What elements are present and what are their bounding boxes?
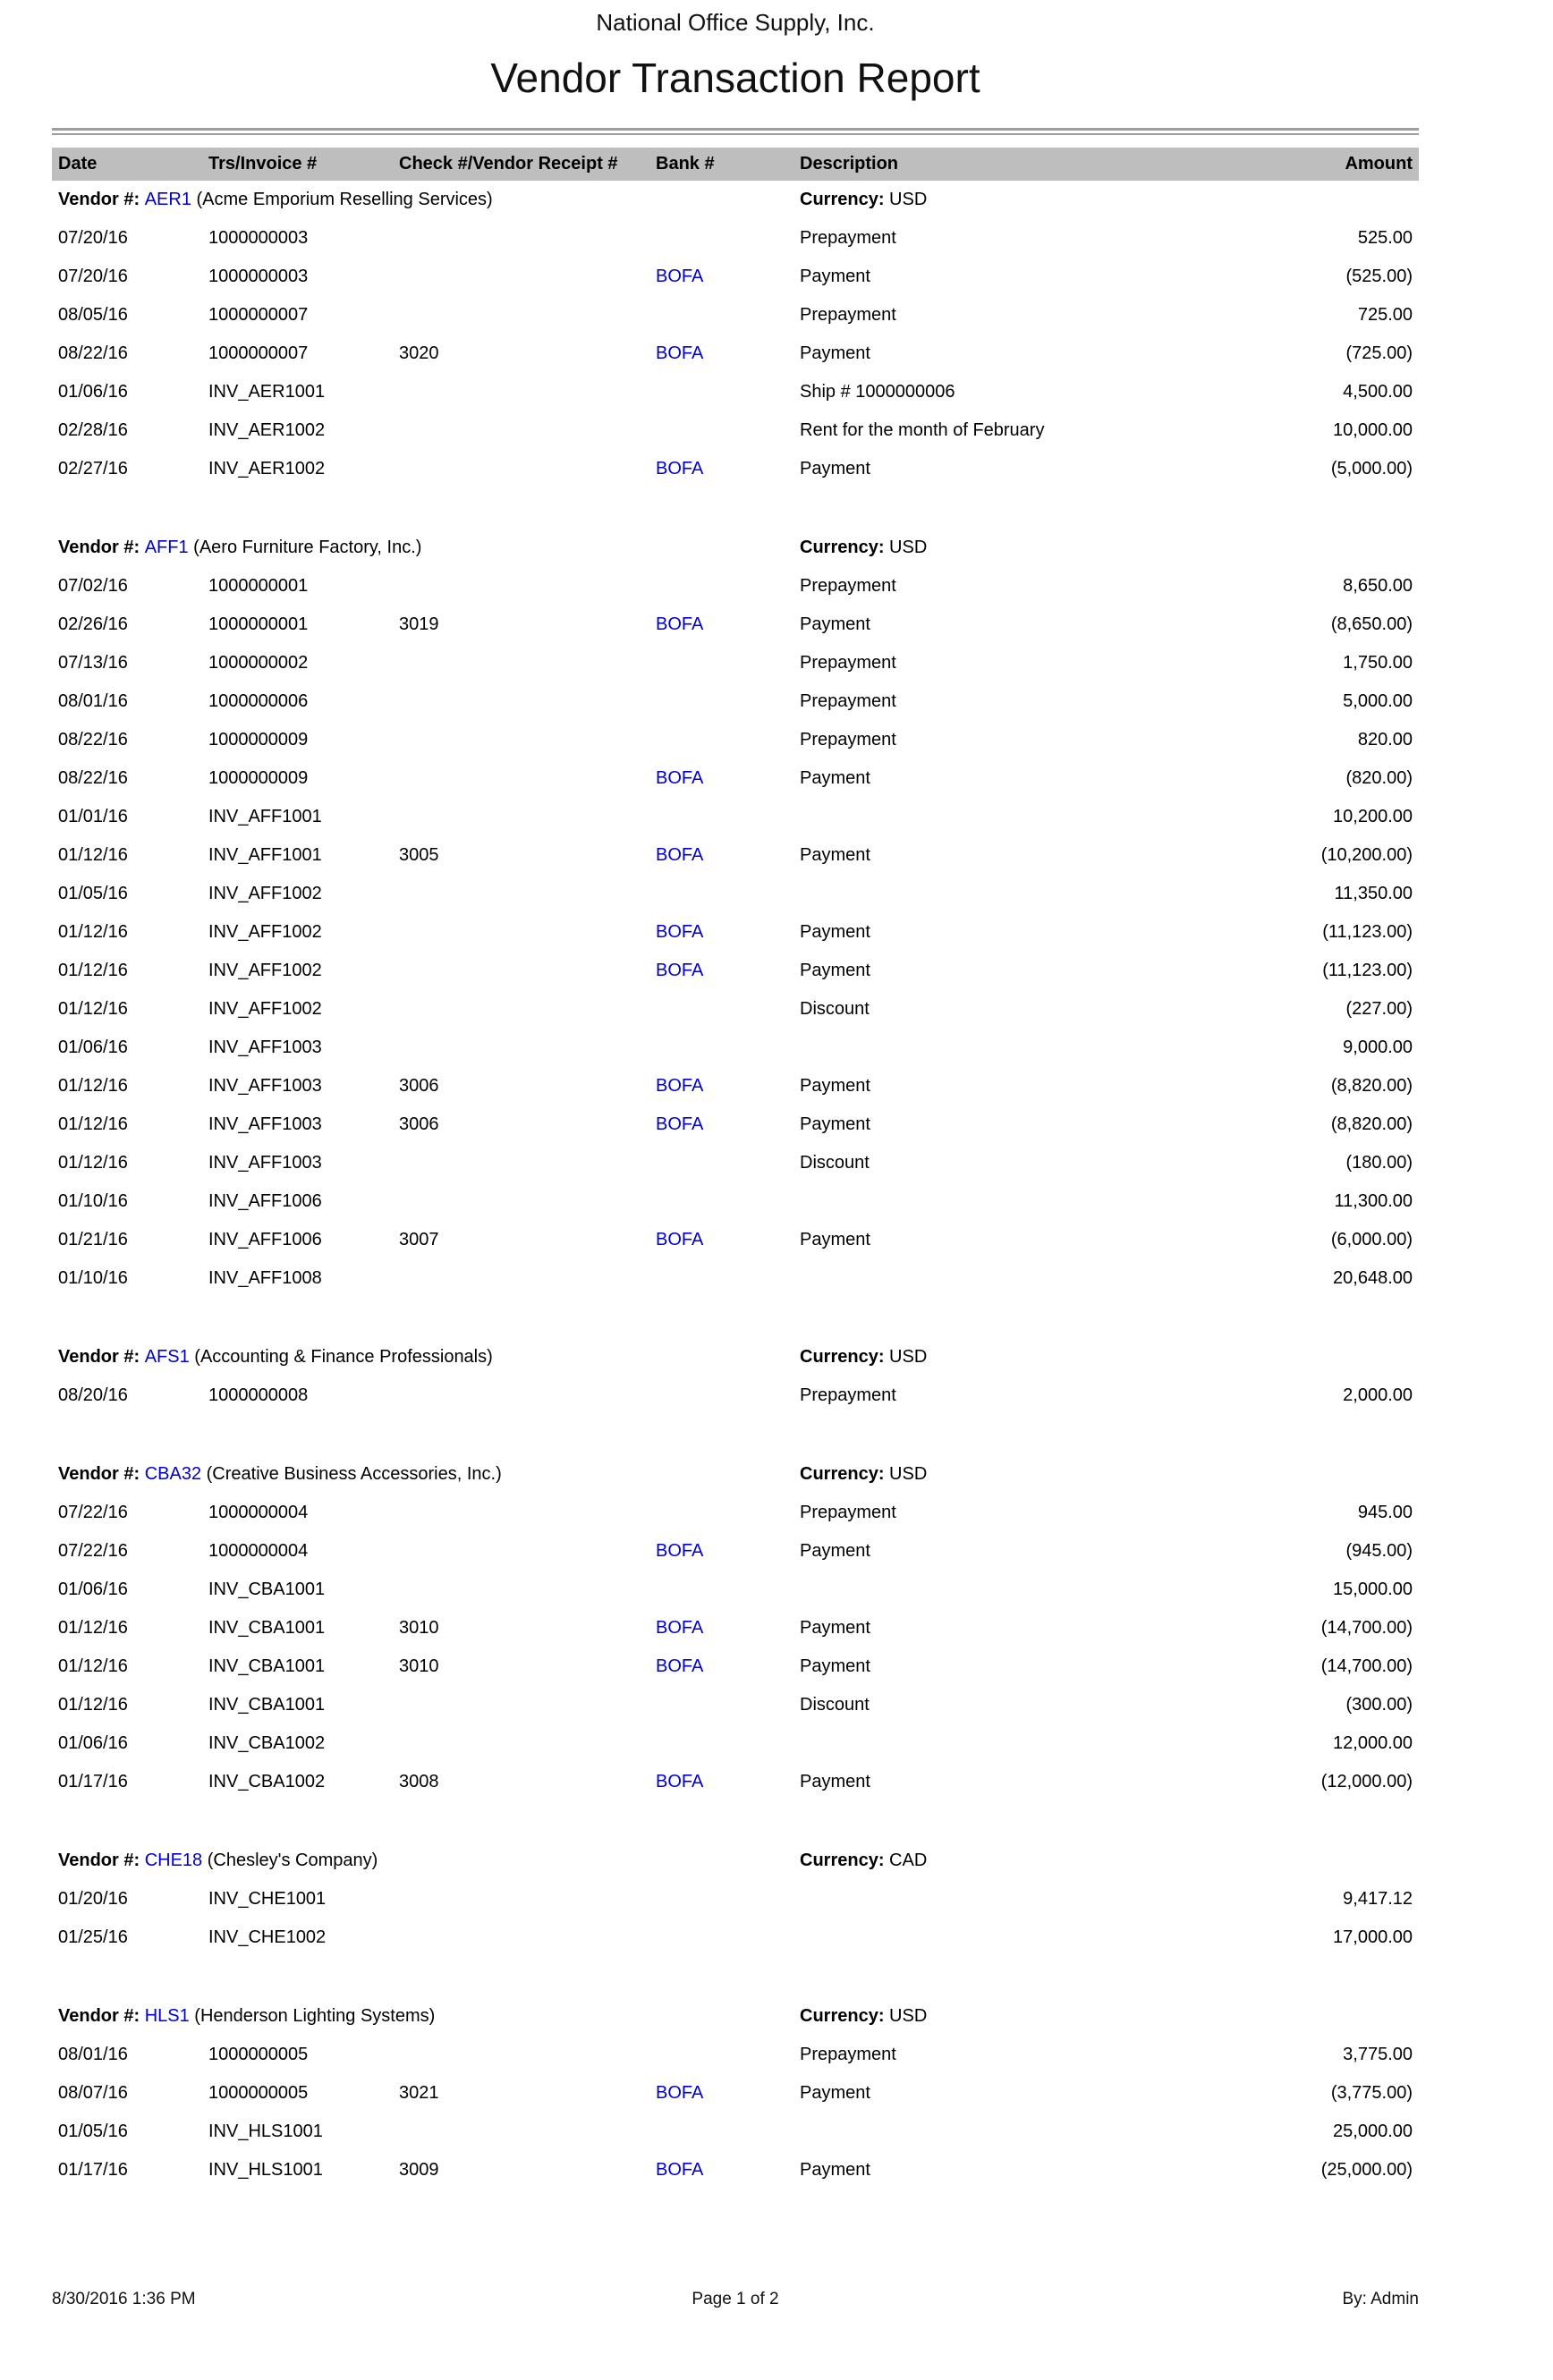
amount-cell: (300.00) <box>1345 1695 1413 1715</box>
column-header-amount: Amount <box>1345 154 1413 174</box>
vendor-number-label: Vendor #: <box>58 1851 145 1870</box>
check-number-cell: 3021 <box>399 2083 439 2103</box>
report-footer <box>52 2290 1419 2309</box>
amount-cell: 3,775.00 <box>1343 2045 1413 2064</box>
currency-value: USD <box>889 2006 928 2026</box>
amount-cell: 10,000.00 <box>1333 420 1413 440</box>
description-cell: Payment <box>800 961 870 980</box>
transaction-row <box>52 913 1419 952</box>
amount-cell: (11,123.00) <box>1322 961 1413 980</box>
transaction-row <box>52 1647 1419 1686</box>
amount-cell: 17,000.00 <box>1333 1927 1413 1947</box>
company-name: National Office Supply, Inc. <box>596 9 875 36</box>
check-number-cell: 3006 <box>399 1076 439 1096</box>
vendor-currency <box>800 2006 1211 2027</box>
bank-cell[interactable]: BOFA <box>656 1656 704 1676</box>
vendor-info <box>52 1347 800 1368</box>
vendor-header-row <box>52 1842 1419 1880</box>
vendor-name: (Acme Emporium Reselling Services) <box>191 190 493 209</box>
transaction-row <box>52 2151 1419 2189</box>
vendor-name: (Creative Business Accessories, Inc.) <box>201 1464 502 1484</box>
group-spacer <box>52 1415 1419 1455</box>
date-cell: 01/06/16 <box>58 1580 128 1599</box>
vendor-currency <box>800 1851 1211 1871</box>
description-cell: Payment <box>800 614 870 634</box>
description-cell: Prepayment <box>800 576 896 596</box>
date-cell: 01/12/16 <box>58 1076 128 1096</box>
transaction-row <box>52 2074 1419 2113</box>
amount-cell: (525.00) <box>1345 267 1413 286</box>
invoice-cell: INV_CBA1002 <box>208 1772 326 1791</box>
date-cell: 07/13/16 <box>58 653 128 673</box>
amount-cell: (14,700.00) <box>1320 1618 1413 1638</box>
date-cell: 08/07/16 <box>58 2083 128 2103</box>
vendor-info <box>52 2006 800 2027</box>
transaction-row <box>52 875 1419 913</box>
transaction-row <box>52 219 1419 258</box>
date-cell: 01/12/16 <box>58 1695 128 1715</box>
amount-cell: 20,648.00 <box>1333 1268 1413 1288</box>
transaction-row <box>52 1029 1419 1067</box>
title-divider <box>52 128 1419 135</box>
invoice-cell: INV_AFF1006 <box>208 1230 322 1249</box>
vendor-header-row <box>52 1455 1419 1494</box>
check-number-cell: 3008 <box>399 1772 439 1791</box>
invoice-cell: INV_CBA1001 <box>208 1656 326 1676</box>
description-cell: Discount <box>800 1695 870 1715</box>
amount-cell: (945.00) <box>1345 1541 1413 1561</box>
transaction-row <box>52 296 1419 335</box>
invoice-cell: INV_AFF1001 <box>208 845 322 865</box>
amount-cell: (14,700.00) <box>1320 1656 1413 1676</box>
invoice-cell: INV_HLS1001 <box>208 2160 323 2180</box>
transaction-row <box>52 1880 1419 1918</box>
transaction-row <box>52 990 1419 1029</box>
date-cell: 08/01/16 <box>58 691 128 711</box>
transaction-row <box>52 567 1419 606</box>
date-cell: 08/05/16 <box>58 305 128 325</box>
vendor-name: (Henderson Lighting Systems) <box>189 2006 436 2026</box>
amount-cell: (8,820.00) <box>1330 1076 1413 1096</box>
bank-cell[interactable]: BOFA <box>656 343 704 363</box>
invoice-cell: INV_AER1001 <box>208 382 326 402</box>
invoice-cell: INV_AFF1006 <box>208 1191 322 1211</box>
invoice-cell: INV_AER1002 <box>208 420 326 440</box>
invoice-cell: INV_AFF1002 <box>208 961 322 980</box>
date-cell: 01/05/16 <box>58 884 128 903</box>
invoice-cell: 1000000005 <box>208 2045 309 2064</box>
date-cell: 08/22/16 <box>58 730 128 750</box>
invoice-cell: 1000000005 <box>208 2083 309 2103</box>
invoice-cell: 1000000003 <box>208 267 309 286</box>
date-cell: 07/20/16 <box>58 228 128 248</box>
amount-cell: 10,200.00 <box>1333 807 1413 826</box>
transaction-row <box>52 373 1419 411</box>
date-cell: 01/20/16 <box>58 1889 128 1909</box>
amount-cell: (25,000.00) <box>1320 2160 1413 2180</box>
invoice-cell: INV_AFF1003 <box>208 1038 322 1057</box>
transaction-row <box>52 1686 1419 1724</box>
vendor-info <box>52 1851 800 1871</box>
amount-cell: 820.00 <box>1357 730 1413 750</box>
vendor-header-row <box>52 1997 1419 2036</box>
description-cell: Prepayment <box>800 228 896 248</box>
invoice-cell: INV_AFF1008 <box>208 1268 322 1288</box>
amount-cell: 725.00 <box>1357 305 1413 325</box>
invoice-cell: INV_HLS1001 <box>208 2122 323 2141</box>
date-cell: 07/02/16 <box>58 576 128 596</box>
description-cell: Prepayment <box>800 1385 896 1405</box>
transaction-row <box>52 1221 1419 1259</box>
check-number-cell: 3019 <box>399 614 439 634</box>
invoice-cell: INV_CBA1001 <box>208 1618 326 1638</box>
bank-cell[interactable]: BOFA <box>656 2083 704 2103</box>
amount-cell: 11,300.00 <box>1334 1191 1413 1211</box>
description-cell: Ship # 1000000006 <box>800 382 955 402</box>
description-cell: Payment <box>800 1656 870 1676</box>
report-table-body <box>52 181 1419 2189</box>
invoice-cell: INV_CBA1001 <box>208 1580 326 1599</box>
bank-cell[interactable]: BOFA <box>656 2160 704 2180</box>
column-header-check: Check #/Vendor Receipt # <box>399 154 618 174</box>
date-cell: 02/27/16 <box>58 459 128 479</box>
invoice-cell: INV_CBA1001 <box>208 1695 326 1715</box>
transaction-row <box>52 1763 1419 1801</box>
table-header-row <box>52 148 1419 181</box>
transaction-row <box>52 2113 1419 2151</box>
vendor-code-link[interactable]: AFS1 <box>144 1347 190 1367</box>
description-cell: Prepayment <box>800 1503 896 1522</box>
description-cell: Payment <box>800 1772 870 1791</box>
bank-cell[interactable]: BOFA <box>656 1114 704 1134</box>
amount-cell: 5,000.00 <box>1343 691 1413 711</box>
footer-page-number: Page 1 of 2 <box>692 2290 779 2308</box>
description-cell: Payment <box>800 1114 870 1134</box>
description-cell: Prepayment <box>800 730 896 750</box>
date-cell: 01/06/16 <box>58 382 128 402</box>
vendor-currency <box>800 1347 1211 1368</box>
date-cell: 01/25/16 <box>58 1927 128 1947</box>
vendor-currency <box>800 1464 1211 1485</box>
currency-label: Currency: <box>800 1851 890 1870</box>
currency-value: USD <box>889 538 928 557</box>
description-cell: Discount <box>800 999 870 1019</box>
bank-cell[interactable]: BOFA <box>656 845 704 865</box>
amount-cell: (725.00) <box>1345 343 1413 363</box>
group-spacer <box>52 1298 1419 1338</box>
invoice-cell: INV_CHE1002 <box>208 1927 327 1947</box>
transaction-row <box>52 258 1419 296</box>
group-spacer <box>52 488 1419 529</box>
vendor-header-row <box>52 1338 1419 1376</box>
column-header-description: Description <box>800 154 899 174</box>
transaction-row <box>52 759 1419 798</box>
date-cell: 02/28/16 <box>58 420 128 440</box>
description-cell: Rent for the month of February <box>800 420 1045 440</box>
amount-cell: 4,500.00 <box>1343 382 1413 402</box>
date-cell: 08/22/16 <box>58 343 128 363</box>
currency-label: Currency: <box>800 1347 890 1367</box>
vendor-header-row <box>52 529 1419 567</box>
transaction-row <box>52 644 1419 682</box>
amount-cell: 525.00 <box>1357 228 1413 248</box>
bank-cell[interactable]: BOFA <box>656 267 704 286</box>
amount-cell: 25,000.00 <box>1333 2122 1413 2141</box>
transaction-row <box>52 836 1419 875</box>
date-cell: 01/17/16 <box>58 2160 128 2180</box>
bank-cell[interactable]: BOFA <box>656 1618 704 1638</box>
invoice-cell: 1000000007 <box>208 305 309 325</box>
invoice-cell: 1000000004 <box>208 1541 309 1561</box>
invoice-cell: 1000000002 <box>208 653 309 673</box>
vendor-code-link[interactable]: HLS1 <box>144 2006 190 2026</box>
transaction-row <box>52 1144 1419 1182</box>
transaction-row <box>52 721 1419 759</box>
invoice-cell: INV_AFF1003 <box>208 1076 322 1096</box>
transaction-row <box>52 1532 1419 1571</box>
description-cell: Payment <box>800 343 870 363</box>
transaction-row <box>52 1376 1419 1415</box>
description-cell: Payment <box>800 845 870 865</box>
transaction-row <box>52 1259 1419 1298</box>
vendor-code-link[interactable]: CHE18 <box>144 1851 203 1870</box>
invoice-cell: INV_AFF1003 <box>208 1114 322 1134</box>
vendor-number-label: Vendor #: <box>58 1464 145 1484</box>
check-number-cell: 3009 <box>399 2160 439 2180</box>
invoice-cell: 1000000009 <box>208 730 309 750</box>
bank-cell[interactable]: BOFA <box>656 1541 704 1561</box>
description-cell: Payment <box>800 922 870 942</box>
date-cell: 01/12/16 <box>58 1153 128 1173</box>
date-cell: 01/06/16 <box>58 1733 128 1753</box>
description-cell: Prepayment <box>800 305 896 325</box>
vendor-number-label: Vendor #: <box>58 2006 145 2026</box>
invoice-cell: INV_AFF1003 <box>208 1153 322 1173</box>
footer-generated-by: By: Admin <box>1342 2290 1419 2308</box>
invoice-cell: 1000000008 <box>208 1385 309 1405</box>
invoice-cell: 1000000009 <box>208 768 309 788</box>
description-cell: Payment <box>800 267 870 286</box>
currency-value: USD <box>889 1347 928 1367</box>
date-cell: 08/01/16 <box>58 2045 128 2064</box>
date-cell: 01/12/16 <box>58 922 128 942</box>
check-number-cell: 3010 <box>399 1618 439 1638</box>
date-cell: 01/17/16 <box>58 1772 128 1791</box>
bank-cell[interactable]: BOFA <box>656 614 704 634</box>
invoice-cell: 1000000006 <box>208 691 309 711</box>
bank-cell[interactable]: BOFA <box>656 1230 704 1249</box>
amount-cell: (11,123.00) <box>1322 922 1413 942</box>
invoice-cell: 1000000003 <box>208 228 309 248</box>
amount-cell: (12,000.00) <box>1320 1772 1413 1791</box>
invoice-cell: INV_CBA1002 <box>208 1733 326 1753</box>
column-header-invoice: Trs/Invoice # <box>208 154 318 174</box>
column-header-bank: Bank # <box>656 154 715 174</box>
invoice-cell: INV_AFF1002 <box>208 999 322 1019</box>
currency-value: USD <box>889 190 928 209</box>
date-cell: 07/22/16 <box>58 1503 128 1522</box>
transaction-row <box>52 682 1419 721</box>
group-spacer <box>52 1957 1419 1997</box>
invoice-cell: INV_AER1002 <box>208 459 326 479</box>
description-cell: Payment <box>800 768 870 788</box>
currency-value: USD <box>889 1464 928 1484</box>
description-cell: Prepayment <box>800 2045 896 2064</box>
vendor-number-label: Vendor #: <box>58 190 145 209</box>
check-number-cell: 3020 <box>399 343 439 363</box>
transaction-row <box>52 1724 1419 1763</box>
invoice-cell: 1000000004 <box>208 1503 309 1522</box>
invoice-cell: INV_AFF1002 <box>208 884 322 903</box>
description-cell: Payment <box>800 1076 870 1096</box>
amount-cell: (8,650.00) <box>1330 614 1413 634</box>
description-cell: Payment <box>800 1230 870 1249</box>
date-cell: 01/05/16 <box>58 2122 128 2141</box>
bank-cell[interactable]: BOFA <box>656 459 704 479</box>
amount-cell: (820.00) <box>1345 768 1413 788</box>
transaction-row <box>52 798 1419 836</box>
description-cell: Prepayment <box>800 691 896 711</box>
vendor-name: (Chesley's Company) <box>202 1851 378 1870</box>
check-number-cell: 3010 <box>399 1656 439 1676</box>
description-cell: Prepayment <box>800 653 896 673</box>
transaction-row <box>52 1067 1419 1105</box>
vendor-code-link[interactable]: CBA32 <box>144 1464 202 1484</box>
amount-cell: 9,000.00 <box>1343 1038 1413 1057</box>
date-cell: 01/12/16 <box>58 1114 128 1134</box>
divider-line-top <box>52 128 1419 131</box>
description-cell: Payment <box>800 1618 870 1638</box>
amount-cell: (5,000.00) <box>1330 459 1413 479</box>
footer-datetime: 8/30/2016 1:36 PM <box>52 2290 196 2308</box>
transaction-row <box>52 1105 1419 1144</box>
amount-cell: 12,000.00 <box>1333 1733 1413 1753</box>
invoice-cell: INV_CHE1001 <box>208 1889 327 1909</box>
description-cell: Discount <box>800 1153 870 1173</box>
currency-label: Currency: <box>800 538 890 557</box>
divider-line-bottom <box>52 133 1419 135</box>
date-cell: 01/06/16 <box>58 1038 128 1057</box>
vendor-code-link[interactable]: AFF1 <box>144 538 189 557</box>
invoice-cell: 1000000001 <box>208 614 309 634</box>
page-title: Vendor Transaction Report <box>490 55 980 101</box>
date-cell: 01/12/16 <box>58 961 128 980</box>
date-cell: 01/10/16 <box>58 1191 128 1211</box>
transaction-row <box>52 450 1419 488</box>
vendor-number-label: Vendor #: <box>58 1347 145 1367</box>
vendor-info <box>52 1464 800 1485</box>
transaction-row <box>52 1609 1419 1647</box>
bank-cell[interactable]: BOFA <box>656 768 704 788</box>
check-number-cell: 3005 <box>399 845 439 865</box>
group-spacer <box>52 1801 1419 1842</box>
vendor-number-label: Vendor #: <box>58 538 145 557</box>
transaction-row <box>52 952 1419 990</box>
bank-cell[interactable]: BOFA <box>656 1772 704 1791</box>
vendor-header-row <box>52 181 1419 219</box>
date-cell: 07/22/16 <box>58 1541 128 1561</box>
transaction-row <box>52 335 1419 373</box>
transaction-row <box>52 606 1419 644</box>
description-cell: Payment <box>800 2083 870 2103</box>
check-number-cell: 3006 <box>399 1114 439 1134</box>
vendor-name: (Aero Furniture Factory, Inc.) <box>188 538 422 557</box>
amount-cell: 1,750.00 <box>1343 653 1413 673</box>
date-cell: 01/12/16 <box>58 1618 128 1638</box>
amount-cell: 8,650.00 <box>1343 576 1413 596</box>
amount-cell: 945.00 <box>1357 1503 1413 1522</box>
date-cell: 01/01/16 <box>58 807 128 826</box>
amount-cell: 11,350.00 <box>1334 884 1413 903</box>
amount-cell: (227.00) <box>1345 999 1413 1019</box>
transaction-row <box>52 1918 1419 1957</box>
invoice-cell: 1000000001 <box>208 576 309 596</box>
description-cell: Payment <box>800 2160 870 2180</box>
invoice-cell: INV_AFF1002 <box>208 922 322 942</box>
transaction-row <box>52 2036 1419 2074</box>
currency-label: Currency: <box>800 2006 890 2026</box>
report-content <box>52 0 1419 2189</box>
bank-cell[interactable]: BOFA <box>656 961 704 980</box>
date-cell: 01/21/16 <box>58 1230 128 1249</box>
transaction-row <box>52 1494 1419 1532</box>
currency-value: CAD <box>889 1851 928 1870</box>
column-header-date: Date <box>58 154 98 174</box>
vendor-currency <box>800 538 1211 558</box>
date-cell: 07/20/16 <box>58 267 128 286</box>
transaction-row <box>52 411 1419 450</box>
date-cell: 02/26/16 <box>58 614 128 634</box>
transaction-row <box>52 1571 1419 1609</box>
date-cell: 01/10/16 <box>58 1268 128 1288</box>
currency-label: Currency: <box>800 1464 890 1484</box>
date-cell: 01/12/16 <box>58 1656 128 1676</box>
amount-cell: (6,000.00) <box>1330 1230 1413 1249</box>
check-number-cell: 3007 <box>399 1230 439 1249</box>
date-cell: 01/12/16 <box>58 845 128 865</box>
vendor-name: (Accounting & Finance Professionals) <box>189 1347 493 1367</box>
description-cell: Payment <box>800 1541 870 1561</box>
amount-cell: (8,820.00) <box>1330 1114 1413 1134</box>
description-cell: Payment <box>800 459 870 479</box>
date-cell: 08/20/16 <box>58 1385 128 1405</box>
currency-label: Currency: <box>800 190 890 209</box>
vendor-currency <box>800 190 1211 210</box>
amount-cell: 15,000.00 <box>1333 1580 1413 1599</box>
amount-cell: 2,000.00 <box>1343 1385 1413 1405</box>
transaction-row <box>52 1182 1419 1221</box>
bank-cell[interactable]: BOFA <box>656 1076 704 1096</box>
amount-cell: (180.00) <box>1345 1153 1413 1173</box>
invoice-cell: INV_AFF1001 <box>208 807 322 826</box>
date-cell: 01/12/16 <box>58 999 128 1019</box>
invoice-cell: 1000000007 <box>208 343 309 363</box>
vendor-code-link[interactable]: AER1 <box>144 190 191 209</box>
vendor-info <box>52 538 800 558</box>
vendor-info <box>52 190 800 210</box>
date-cell: 08/22/16 <box>58 768 128 788</box>
amount-cell: (10,200.00) <box>1320 845 1413 865</box>
amount-cell: (3,775.00) <box>1330 2083 1413 2103</box>
amount-cell: 9,417.12 <box>1343 1889 1413 1909</box>
bank-cell[interactable]: BOFA <box>656 922 704 942</box>
